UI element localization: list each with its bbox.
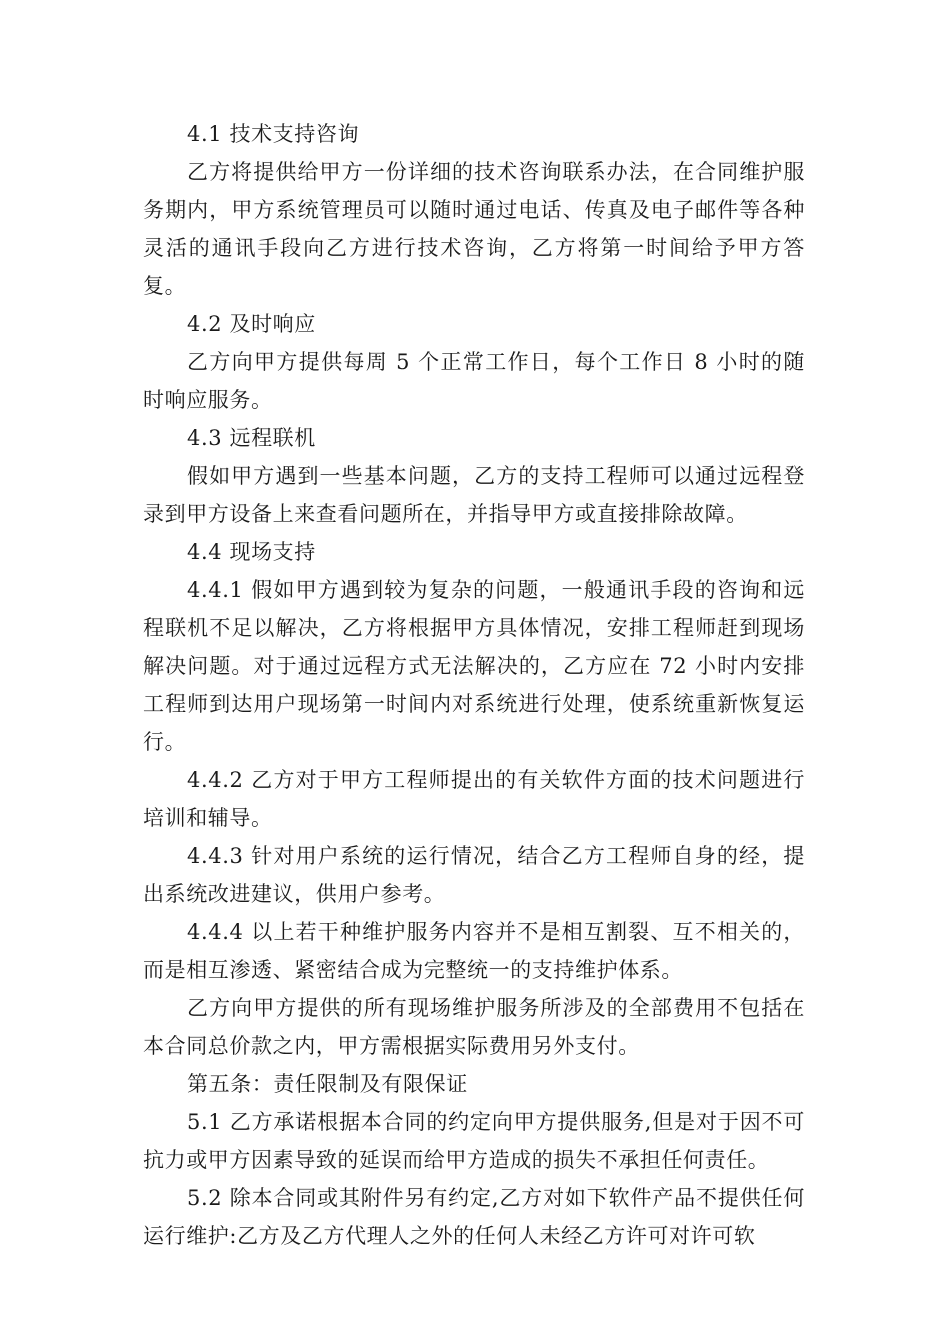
section-heading-4-3: 4.3 远程联机 <box>187 426 316 450</box>
section-heading-4-4: 4.4 现场支持 <box>187 540 316 564</box>
paragraph-4-4-3: 4.4.3 针对用户系统的运行情况，结合乙方工程师自身的经，提出系统改进建议，供用户参考。 <box>143 844 805 906</box>
paragraph-5-1: 5.1 乙方承诺根据本合同的约定向甲方提供服务,但是对于因不可抗力或甲方因素导致的延误而给甲方造成的损失不承担任何责任。 <box>143 1110 805 1172</box>
section-heading-4-2: 4.2 及时响应 <box>187 312 316 336</box>
section-heading-4-1: 4.1 技术支持咨询 <box>187 122 360 146</box>
document-body <box>143 115 805 1255</box>
paragraph-fees: 乙方向甲方提供的所有现场维护服务所涉及的全部费用不包括在本合同总价款之内，甲方需根据实际费用另外支付。 <box>143 996 805 1058</box>
paragraph-4-3-body: 假如甲方遇到一些基本问题，乙方的支持工程师可以通过远程登录到甲方设备上来查看问题所在，并指导甲方或直接排除故障。 <box>143 464 805 526</box>
paragraph-4-4-2: 4.4.2 乙方对于甲方工程师提出的有关软件方面的技术问题进行培训和辅导。 <box>143 768 805 830</box>
paragraph-4-2-body: 乙方向甲方提供每周 5 个正常工作日，每个工作日 8 小时的随时响应服务。 <box>143 350 805 412</box>
paragraph-4-1-body: 乙方将提供给甲方一份详细的技术咨询联系办法，在合同维护服务期内，甲方系统管理员可以随时通过电话、传真及电子邮件等各种灵活的通讯手段向乙方进行技术咨询，乙方将第一时间给予甲方答复。 <box>143 160 805 298</box>
paragraph-4-4-4: 4.4.4 以上若干种维护服务内容并不是相互割裂、互不相关的，而是相互渗透、紧密结合成为完整统一的支持维护体系。 <box>143 920 805 982</box>
article-five-heading: 第五条：责任限制及有限保证 <box>187 1072 468 1096</box>
paragraph-5-2: 5.2 除本合同或其附件另有约定,乙方对如下软件产品不提供任何运行维护:乙方及乙方代理人之外的任何人未经乙方许可对许可软 <box>143 1186 805 1248</box>
paragraph-4-4-1: 4.4.1 假如甲方遇到较为复杂的问题，一般通讯手段的咨询和远程联机不足以解决，乙方将根据甲方具体情况，安排工程师赶到现场解决问题。对于通过远程方式无法解决的，乙方应在 72 小时内安排工程师到达用户现场第一时间内对系统进行处理，使系统重新恢复运行。 <box>143 578 805 754</box>
